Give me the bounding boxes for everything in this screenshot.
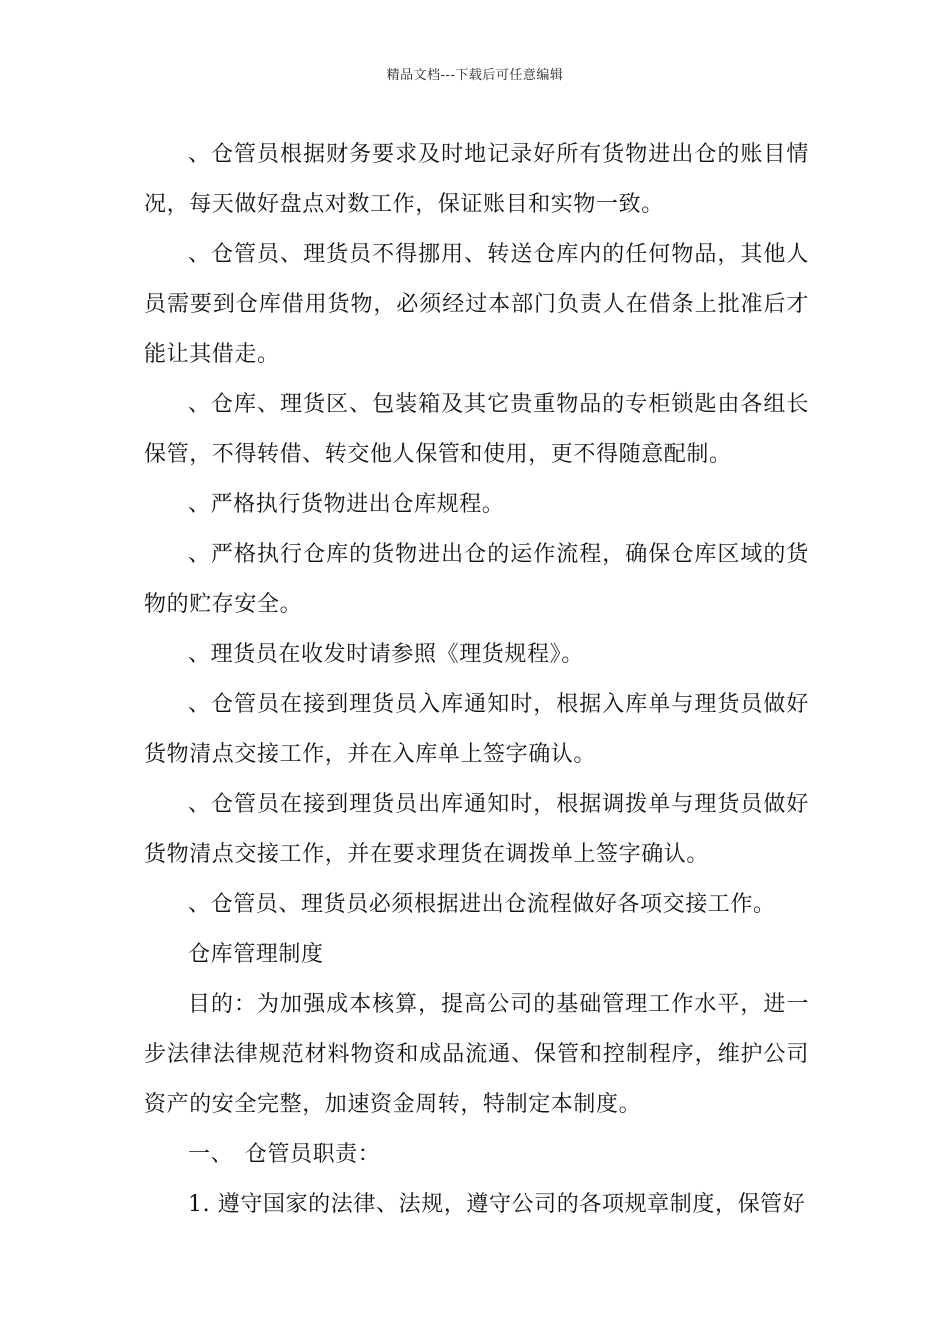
- paragraph: 目的：为加强成本核算，提高公司的基础管理工作水平，进一步法律法律规范材料物资和成品流通、保管和控制程序，维护公司资产的安全完整，加速资金周转，特制定本制度。: [144, 992, 809, 1117]
- list-item: 1. 遵守国家的法律、法规，遵守公司的各项规章制度，保管好: [188, 1192, 806, 1217]
- page-header: 精品文档---下载后可任意编辑: [386, 68, 564, 83]
- paragraph: 、严格执行货物进出仓库规程。: [188, 492, 505, 517]
- paragraph: 、仓管员在接到理货员出库通知时，根据调拨单与理货员做好货物清点交接工作，并在要求理货在调拨单上签字确认。: [144, 792, 809, 867]
- paragraph: 、仓管员、理货员不得挪用、转送仓库内的任何物品，其他人员需要到仓库借用货物，必须经过本部门负责人在借条上批准后才能让其借走。: [144, 242, 809, 367]
- paragraph: 、仓管员在接到理货员入库通知时，根据入库单与理货员做好货物清点交接工作，并在入库单上签字确认。: [144, 692, 809, 767]
- paragraph: 、严格执行仓库的货物进出仓的运作流程，确保仓库区域的货物的贮存安全。: [144, 542, 809, 617]
- section-heading: 一、 仓管员职责：: [188, 1142, 381, 1167]
- paragraph: 、理货员在收发时请参照《理货规程》。: [188, 642, 584, 667]
- paragraph: 、仓管员、理货员必须根据进出仓流程做好各项交接工作。: [188, 892, 776, 917]
- section-heading: 仓库管理制度: [188, 942, 324, 967]
- paragraph: 、仓库、理货区、包装箱及其它贵重物品的专柜锁匙由各组长保管，不得转借、转交他人保管和使用，更不得随意配制。: [144, 392, 809, 467]
- document-body: [144, 130, 809, 1230]
- paragraph: 、仓管员根据财务要求及时地记录好所有货物进出仓的账目情况，每天做好盘点对数工作，保证账目和实物一致。: [144, 142, 809, 217]
